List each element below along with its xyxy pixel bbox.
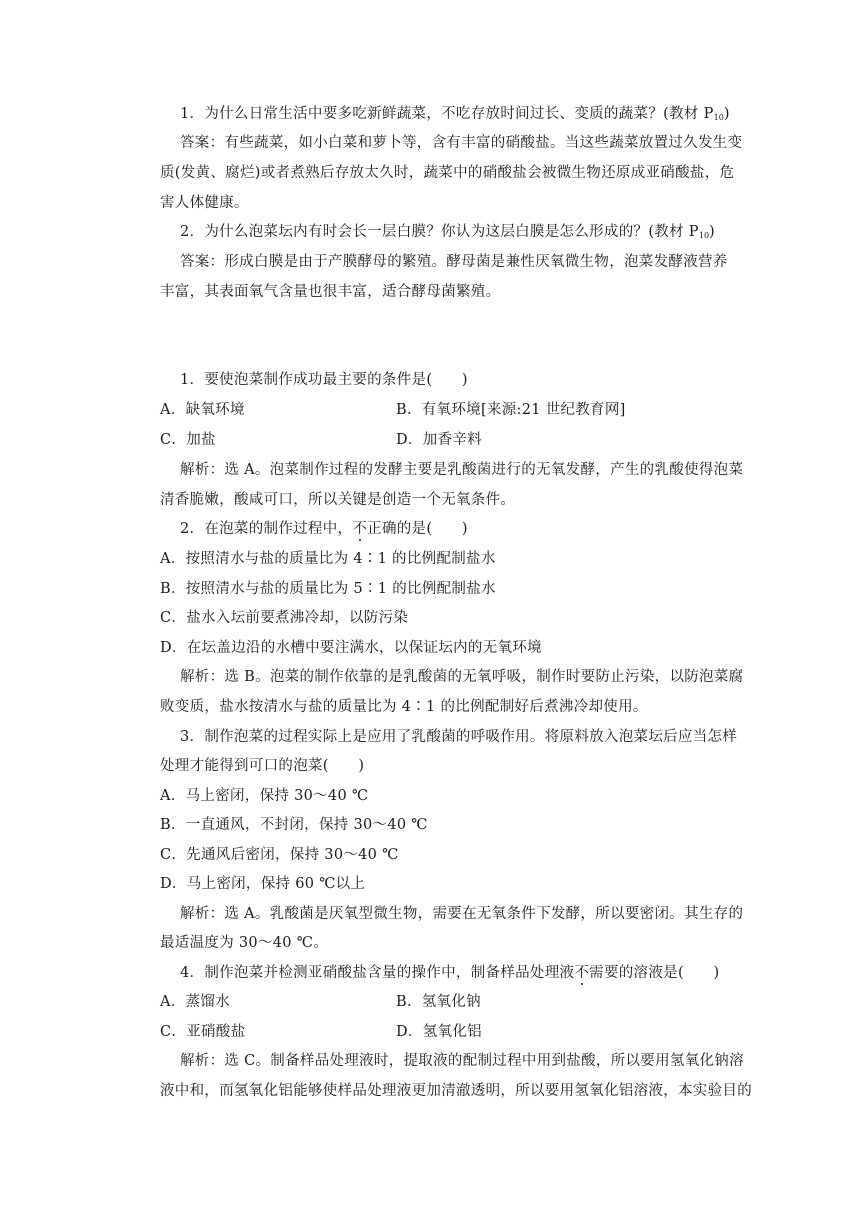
- exercise-1-options-row-1: [160, 400, 245, 420]
- exercise-3-option-c: C．先通风后密闭，保持 30～40 ℃: [160, 847, 399, 863]
- exercise-4-analysis-line-1: 解析：选 C。制备样品处理液时，提取液的配制过程中用到盐酸，所以要用氢氧化钠溶: [180, 1053, 744, 1069]
- exercise-2-analysis-line-2: 败变质，盐水按清水与盐的质量比为 4∶1 的比例配制好后煮沸冷却使用。: [160, 699, 648, 715]
- reflection-question-1: 1．为什么日常生活中要多吃新鲜蔬菜，不吃存放时间过长、变质的蔬菜？(教材 $P_{10}$): [180, 106, 730, 122]
- exercise-2-analysis-line-1: 解析：选 B。泡菜的制作依靠的是乳酸菌的无氧呼吸，制作时要防止污染，以防泡菜腐: [180, 669, 744, 685]
- exercise-4-analysis-line-2: 液中和，而氢氧化铝能够使样品处理液更加清澈透明，所以要用氢氧化铝溶液，本实验目的: [160, 1083, 752, 1099]
- exercise-3-analysis-line-1: 解析：选 A。乳酸菌是厌氧型微生物，需要在无氧条件下发酵，所以要密闭。其生存的: [180, 906, 744, 922]
- reflection-answer-1-line-2: 质(发黄、腐烂)或者煮熟后存放太久时，蔬菜中的硝酸盐会被微生物还原成亚硝酸盐，危: [160, 165, 735, 181]
- exercise-4-option-b: B．氢氧化钠: [396, 994, 481, 1010]
- exercise-3-stem-line-2: 处理才能得到可口的泡菜( ): [160, 758, 365, 774]
- exercise-2-stem: 2．在泡菜的制作过程中，不正确的是( ): [180, 521, 468, 537]
- reflection-answer-1-line-3: 害人体健康。: [160, 195, 249, 211]
- exercise-3-stem-line-1: 3．制作泡菜的过程实际上是应用了乳酸菌的呼吸作用。将原料放入泡菜坛后应当怎样: [180, 729, 738, 745]
- exercise-2-option-c: C．盐水入坛前要煮沸冷却，以防污染: [160, 610, 409, 626]
- exercise-1-option-a: A．缺氧环境: [160, 402, 245, 418]
- exercise-3-option-d: D．马上密闭，保持 60 ℃以上: [160, 876, 366, 892]
- exercise-3-option-a: A．马上密闭，保持 30～40 ℃: [160, 788, 369, 804]
- exercise-3-analysis-line-2: 最适温度为 30～40 ℃。: [160, 935, 329, 951]
- exercise-1-analysis-line-1: 解析：选 A。泡菜制作过程的发酵主要是乳酸菌进行的无氧发酵，产生的乳酸使得泡菜: [180, 462, 744, 478]
- exercise-2-option-b: B．按照清水与盐的质量比为 5∶1 的比例配制盐水: [160, 581, 496, 597]
- exercise-1-option-b: B．有氧环境[来源:21 世纪教育网]: [396, 402, 626, 418]
- exercise-4-option-d: D．氢氧化铝: [396, 1024, 482, 1040]
- exercise-3-option-b: B．一直通风，不封闭，保持 30～40 ℃: [160, 817, 428, 833]
- exercise-1-option-c: C．加盐: [160, 432, 216, 448]
- exercise-4-option-c: C．亚硝酸盐: [160, 1024, 246, 1040]
- exercise-2-option-d: D．在坛盖边沿的水槽中要注满水，以保证坛内的无氧环境: [160, 640, 542, 656]
- reflection-question-2: 2．为什么泡菜坛内有时会长一层白膜？你认为这层白膜是怎么形成的？(教材 $P_{10}$): [180, 224, 716, 240]
- exercise-1-option-d: D．加香辛料: [396, 432, 482, 448]
- exercise-4-stem: 4．制作泡菜并检测亚硝酸盐含量的操作中，制备样品处理液不需要的溶液是( ): [180, 965, 720, 981]
- exercise-4-option-a: A．蒸馏水: [160, 994, 230, 1010]
- reflection-answer-2-line-2: 丰富，其表面氧气含量也很丰富，适合酵母菌繁殖。: [160, 284, 501, 300]
- reflection-answer-2-line-1: 答案：形成白膜是由于产膜酵母的繁殖。酵母菌是兼性厌氧微生物，泡菜发酵液营养: [180, 254, 728, 270]
- exercise-1-analysis-line-2: 清香脆嫩，酸咸可口，所以关键是创造一个无氧条件。: [160, 492, 516, 508]
- exercise-2-option-a: A．按照清水与盐的质量比为 4∶1 的比例配制盐水: [160, 551, 496, 567]
- reflection-answer-1-line-1: 答案：有些蔬菜，如小白菜和萝卜等，含有丰富的硝酸盐。当这些蔬菜放置过久发生变: [180, 135, 743, 151]
- exercise-1-stem: 1．要使泡菜制作成功最主要的条件是( ): [180, 372, 468, 388]
